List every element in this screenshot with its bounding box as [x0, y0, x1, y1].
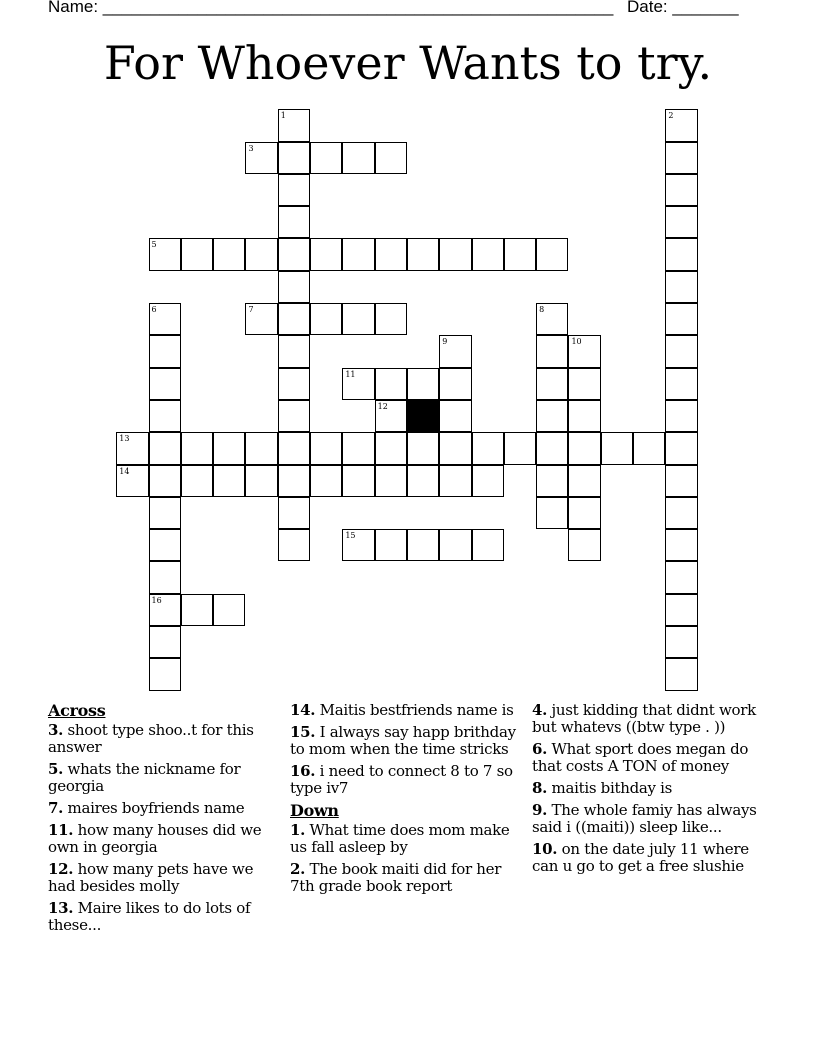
- grid-cell[interactable]: [439, 465, 471, 497]
- name-field: Name: ______________________________________________________: [48, 0, 614, 16]
- grid-cell[interactable]: [149, 400, 181, 432]
- page-title: For Whoever Wants to try.: [103, 36, 713, 90]
- grid-cell[interactable]: [278, 335, 310, 367]
- clue-number: 13: [119, 434, 130, 444]
- clue-number: 3: [248, 143, 254, 153]
- grid-cell[interactable]: [407, 238, 439, 270]
- grid-cell[interactable]: [278, 109, 310, 141]
- grid-cell[interactable]: [568, 497, 600, 529]
- grid-cell[interactable]: [375, 303, 407, 335]
- grid-cell[interactable]: [536, 497, 568, 529]
- grid-cell[interactable]: [665, 238, 697, 270]
- grid-cell[interactable]: [149, 432, 181, 464]
- clue-item: [48, 822, 283, 856]
- grid-cell[interactable]: [375, 529, 407, 561]
- grid-cell[interactable]: [407, 529, 439, 561]
- grid-cell[interactable]: [278, 174, 310, 206]
- clue-text: Maire likes to do lots of these...: [48, 899, 251, 934]
- grid-cell[interactable]: [375, 142, 407, 174]
- clue-number: 14: [119, 466, 130, 476]
- crossword-grid: [117, 110, 717, 710]
- clue-text: What time does mom make us fall asleep by: [290, 821, 510, 856]
- clue-item: [48, 900, 283, 934]
- clue-num: 3.: [48, 721, 64, 739]
- date-field: Date: _______: [627, 0, 739, 16]
- clue-item: [290, 861, 525, 895]
- grid-cell[interactable]: [149, 626, 181, 658]
- grid-cell[interactable]: [375, 432, 407, 464]
- grid-cell[interactable]: [439, 529, 471, 561]
- clue-text: maires boyfriends name: [67, 799, 245, 817]
- grid-cell[interactable]: [665, 303, 697, 335]
- clue-number: 6: [151, 305, 157, 315]
- grid-cell[interactable]: [568, 368, 600, 400]
- grid-cell[interactable]: [536, 238, 568, 270]
- clue-text: i need to connect 8 to 7 so type iv7: [290, 762, 513, 797]
- grid-cell[interactable]: [665, 271, 697, 303]
- grid-cell[interactable]: [310, 142, 342, 174]
- clue-item: [48, 761, 283, 795]
- grid-cell[interactable]: [439, 432, 471, 464]
- down-heading: Down: [290, 801, 339, 820]
- grid-cell[interactable]: [407, 368, 439, 400]
- grid-cell[interactable]: [568, 335, 600, 367]
- grid-cell[interactable]: [375, 368, 407, 400]
- grid-cell[interactable]: [665, 465, 697, 497]
- grid-cell[interactable]: [278, 271, 310, 303]
- grid-cell[interactable]: [149, 529, 181, 561]
- grid-cell[interactable]: [568, 529, 600, 561]
- grid-cell[interactable]: [439, 368, 471, 400]
- clue-number: 9: [442, 337, 448, 347]
- grid-cell[interactable]: [665, 142, 697, 174]
- grid-cell[interactable]: [568, 400, 600, 432]
- grid-cell[interactable]: [504, 432, 536, 464]
- clue-number: 2: [668, 111, 674, 121]
- clue-number: 15: [345, 531, 356, 541]
- clue-item: [48, 800, 283, 817]
- clue-item: [532, 802, 767, 836]
- grid-cell[interactable]: [149, 303, 181, 335]
- clue-number: 16: [151, 595, 162, 605]
- clue-number: 11: [345, 369, 356, 379]
- grid-cell[interactable]: [278, 497, 310, 529]
- grid-cell[interactable]: [149, 238, 181, 270]
- clue-num: 12.: [48, 860, 74, 878]
- clue-text: on the date july 11 where can u go to get a free slushie: [532, 840, 749, 875]
- clue-num: 1.: [290, 821, 306, 839]
- clue-number: 5: [151, 240, 157, 250]
- grid-cell[interactable]: [665, 174, 697, 206]
- grid-cell[interactable]: [213, 432, 245, 464]
- grid-cell[interactable]: [472, 238, 504, 270]
- grid-cell[interactable]: [375, 400, 407, 432]
- grid-cell[interactable]: [665, 497, 697, 529]
- grid-cell[interactable]: [278, 529, 310, 561]
- clue-num: 8.: [532, 779, 548, 797]
- grid-cell[interactable]: [665, 335, 697, 367]
- grid-cell[interactable]: [439, 238, 471, 270]
- clue-num: 5.: [48, 760, 64, 778]
- clue-text: maitis bithday is: [551, 779, 673, 797]
- clue-item: [532, 702, 767, 736]
- across-heading: Across: [48, 701, 106, 720]
- grid-cell[interactable]: [116, 465, 148, 497]
- grid-cell[interactable]: [665, 561, 697, 593]
- clue-item: [48, 722, 283, 756]
- grid-cell[interactable]: [472, 529, 504, 561]
- clue-text: whats the nickname for georgia: [48, 760, 241, 795]
- grid-cell[interactable]: [665, 658, 697, 690]
- grid-cell[interactable]: [536, 303, 568, 335]
- grid-cell[interactable]: [568, 432, 600, 464]
- grid-cell[interactable]: [278, 142, 310, 174]
- grid-cell[interactable]: [342, 142, 374, 174]
- clue-num: 14.: [290, 701, 316, 719]
- grid-cell[interactable]: [439, 335, 471, 367]
- grid-cell[interactable]: [407, 465, 439, 497]
- grid-cell[interactable]: [149, 658, 181, 690]
- grid-cell[interactable]: [278, 432, 310, 464]
- grid-cell[interactable]: [278, 238, 310, 270]
- grid-cell[interactable]: [536, 400, 568, 432]
- clue-text: shoot type shoo..t for this answer: [48, 721, 254, 756]
- grid-cell[interactable]: [278, 303, 310, 335]
- grid-cell[interactable]: [504, 238, 536, 270]
- clues-column-1: [48, 702, 283, 939]
- grid-cell[interactable]: [536, 465, 568, 497]
- grid-cell[interactable]: [213, 594, 245, 626]
- grid-cell[interactable]: [245, 142, 277, 174]
- clue-item: [48, 861, 283, 895]
- clue-num: 10.: [532, 840, 558, 858]
- clue-text: What sport does megan do that costs A TON of money: [532, 740, 749, 775]
- clues-column-2: [290, 702, 525, 900]
- clue-text: Maitis bestfriends name is: [319, 701, 514, 719]
- clue-text: The whole famiy has always said i ((maiti)) sleep like...: [532, 801, 757, 836]
- clue-number: 10: [571, 337, 582, 347]
- grid-cell[interactable]: [245, 465, 277, 497]
- clue-item: [290, 724, 525, 758]
- grid-cell[interactable]: [310, 432, 342, 464]
- clue-text: how many houses did we own in georgia: [48, 821, 262, 856]
- grid-cell[interactable]: [536, 432, 568, 464]
- grid-cell[interactable]: [149, 335, 181, 367]
- clues-column-3: [532, 702, 767, 880]
- grid-cell[interactable]: [536, 368, 568, 400]
- clue-text: just kidding that didnt work but whatevs ((btw type . )): [532, 701, 756, 736]
- grid-cell[interactable]: [375, 238, 407, 270]
- grid-cell[interactable]: [407, 432, 439, 464]
- grid-cell[interactable]: [310, 465, 342, 497]
- grid-cell[interactable]: [342, 303, 374, 335]
- clue-item: [532, 741, 767, 775]
- grid-cell[interactable]: [472, 465, 504, 497]
- grid-cell[interactable]: [213, 465, 245, 497]
- clue-number: 8: [539, 305, 545, 315]
- grid-cell[interactable]: [633, 432, 665, 464]
- clue-item: [532, 841, 767, 875]
- grid-cell[interactable]: [439, 400, 471, 432]
- clue-item: [532, 780, 767, 797]
- grid-cell[interactable]: [213, 238, 245, 270]
- grid-cell[interactable]: [568, 465, 600, 497]
- clue-text: The book maiti did for her 7th grade book report: [290, 860, 502, 895]
- grid-cell[interactable]: [665, 109, 697, 141]
- grid-cell[interactable]: [342, 465, 374, 497]
- grid-cell[interactable]: [665, 529, 697, 561]
- clue-num: 13.: [48, 899, 74, 917]
- grid-cell[interactable]: [245, 303, 277, 335]
- grid-cell[interactable]: [245, 238, 277, 270]
- grid-cell[interactable]: [149, 368, 181, 400]
- grid-cell[interactable]: [665, 626, 697, 658]
- clue-num: 15.: [290, 723, 316, 741]
- clue-text: how many pets have we had besides molly: [48, 860, 254, 895]
- clue-num: 16.: [290, 762, 316, 780]
- grid-cell[interactable]: [375, 465, 407, 497]
- grid-cell[interactable]: [181, 594, 213, 626]
- grid-cell[interactable]: [665, 368, 697, 400]
- grid-cell[interactable]: [342, 529, 374, 561]
- grid-cell[interactable]: [278, 400, 310, 432]
- grid-cell[interactable]: [245, 432, 277, 464]
- grid-cell[interactable]: [278, 465, 310, 497]
- grid-cell[interactable]: [342, 368, 374, 400]
- clue-num: 7.: [48, 799, 64, 817]
- black-cell: [407, 400, 439, 432]
- clue-number: 12: [377, 401, 388, 411]
- grid-cell[interactable]: [310, 238, 342, 270]
- clue-num: 11.: [48, 821, 74, 839]
- grid-cell[interactable]: [536, 335, 568, 367]
- grid-cell[interactable]: [149, 465, 181, 497]
- grid-cell[interactable]: [342, 432, 374, 464]
- grid-cell[interactable]: [181, 465, 213, 497]
- grid-cell[interactable]: [149, 497, 181, 529]
- grid-cell[interactable]: [181, 432, 213, 464]
- grid-cell[interactable]: [665, 594, 697, 626]
- clue-num: 2.: [290, 860, 306, 878]
- grid-cell[interactable]: [342, 238, 374, 270]
- clue-num: 6.: [532, 740, 548, 758]
- clue-num: 9.: [532, 801, 548, 819]
- clue-number: 7: [248, 305, 254, 315]
- grid-cell[interactable]: [116, 432, 148, 464]
- grid-cell[interactable]: [181, 238, 213, 270]
- grid-cell[interactable]: [601, 432, 633, 464]
- grid-cell[interactable]: [310, 303, 342, 335]
- grid-cell[interactable]: [665, 432, 697, 464]
- clue-number: 1: [280, 111, 286, 121]
- grid-cell[interactable]: [149, 594, 181, 626]
- grid-cell[interactable]: [665, 206, 697, 238]
- grid-cell[interactable]: [278, 206, 310, 238]
- grid-cell[interactable]: [278, 368, 310, 400]
- grid-cell[interactable]: [665, 400, 697, 432]
- clue-item: [290, 822, 525, 856]
- clue-num: 4.: [532, 701, 548, 719]
- clue-item: [290, 702, 525, 719]
- clue-item: [290, 763, 525, 797]
- grid-cell[interactable]: [472, 432, 504, 464]
- clue-text: I always say happ brithday to mom when the time stricks: [290, 723, 516, 758]
- grid-cell[interactable]: [149, 561, 181, 593]
